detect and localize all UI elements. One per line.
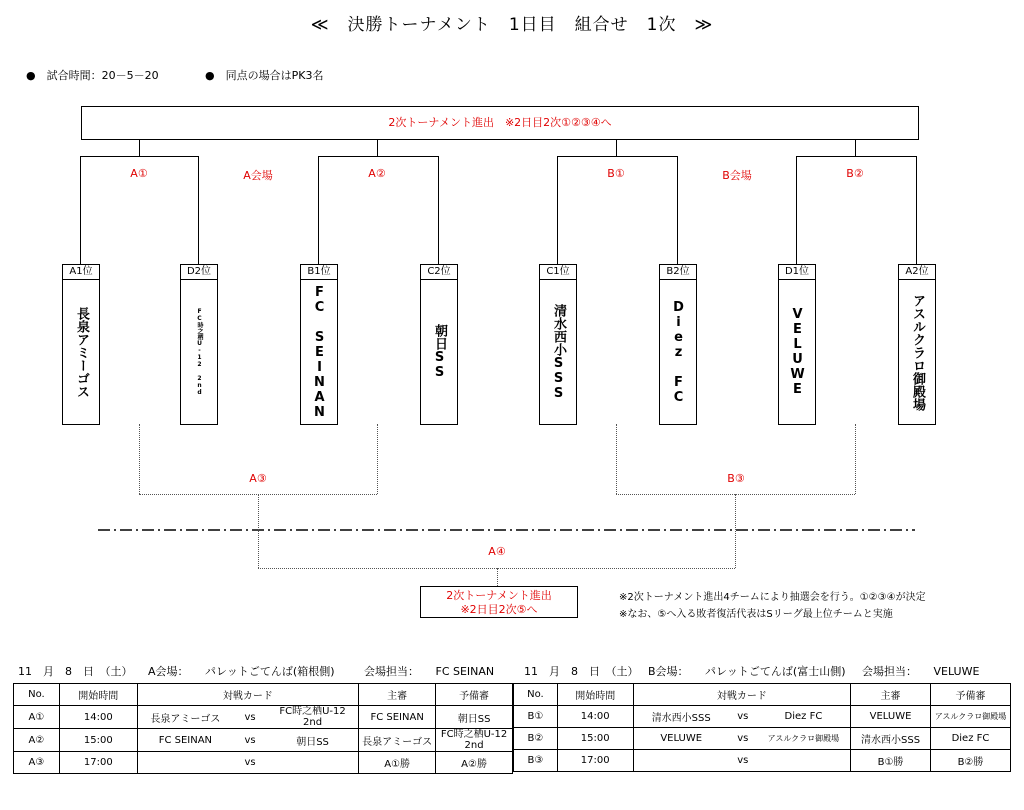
venue-a-label: A会場	[243, 169, 273, 182]
match-b1-label: B①	[607, 167, 625, 180]
match-a4-label: A④	[488, 545, 506, 558]
match-b3-label: B③	[727, 472, 745, 485]
remark-lottery: ※2次トーナメント進出4チームにより抽選会を行う。①②③④が決定	[619, 592, 926, 603]
team-position: D1位	[778, 264, 816, 280]
venue-b-label: B会場	[722, 169, 752, 182]
team-box: FC時之栖U-12 2nd	[180, 279, 218, 425]
match-b2-label: B②	[846, 167, 864, 180]
team-position: B2位	[659, 264, 697, 280]
team-box: VELUWE	[778, 279, 816, 425]
page-title: ≪ 決勝トーナメント 1日目 組合せ 1次 ≫	[310, 15, 714, 35]
team-box: アスルクラロ御殿場	[898, 279, 936, 425]
schedule-a-manager: 会場担当： FC SEINAN	[364, 665, 495, 678]
schedule-b-venue: B会場： パレットごてんば(富士山側)	[648, 665, 846, 678]
team-position: C2位	[420, 264, 458, 280]
team-position: A2位	[898, 264, 936, 280]
team-box: 長泉アミーゴス	[62, 279, 100, 425]
team-position: D2位	[180, 264, 218, 280]
schedule-a-table	[13, 683, 513, 774]
team-position: C1位	[539, 264, 577, 280]
match-a1-label: A①	[130, 167, 148, 180]
match-a2-label: A②	[368, 167, 386, 180]
schedule-a-venue: A会場： パレットごてんば(箱根側)	[148, 665, 335, 678]
table-row: A③ 17:00 vs A①勝 A②勝	[14, 752, 513, 774]
advance-top-box: 2次トーナメント進出 ※2日目2次①②③④へ	[81, 106, 919, 140]
table-row: A② 15:00 FC SEINAN vs 朝日SS 長泉アミーゴス FC時之栖U-12 2nd	[14, 729, 513, 752]
table-row: B② 15:00 VELUWE vs アスルクラロ御殿場 清水西小SSS Diez FC	[514, 728, 1011, 750]
team-box: Diez FC	[659, 279, 697, 425]
table-row: A① 14:00 長泉アミーゴス vs FC時之栖U-12 2nd FC SEINAN 朝日SS	[14, 706, 513, 729]
team-box: 清水西小SSS	[539, 279, 577, 425]
team-box: 朝日SS	[420, 279, 458, 425]
advance-bottom-box: 2次トーナメント進出 ※2日目2次⑤へ	[420, 586, 578, 618]
remark-repechage: ※なお、⑤へ入る敗者復活代表はSリーグ最上位チームと実施	[619, 609, 893, 620]
match-time-note: ● 試合時間：20－5－20	[26, 69, 159, 82]
team-position: A1位	[62, 264, 100, 280]
table-row: B③ 17:00 vs B①勝 B②勝	[514, 750, 1011, 772]
match-a3-label: A③	[249, 472, 267, 485]
schedule-b-date: 11 月 8 日 （土）	[524, 665, 639, 678]
team-box: FC SEINAN	[300, 279, 338, 425]
schedule-b-table	[513, 683, 1011, 772]
schedule-b-manager: 会場担当： VELUWE	[862, 665, 980, 678]
team-position: B1位	[300, 264, 338, 280]
table-row: B① 14:00 清水西小SSS vs Diez FC VELUWE アスルクラロ御殿場	[514, 706, 1011, 728]
schedule-a-date: 11 月 8 日 （土）	[18, 665, 133, 678]
table-header-row: No. 開始時間 対戦カード 主審 予備審	[14, 684, 513, 706]
separator-line	[0, 528, 1024, 532]
table-header-row: No. 開始時間 対戦カード 主審 予備審	[514, 684, 1011, 706]
pk-note: ● 同点の場合はPK3名	[205, 69, 324, 82]
